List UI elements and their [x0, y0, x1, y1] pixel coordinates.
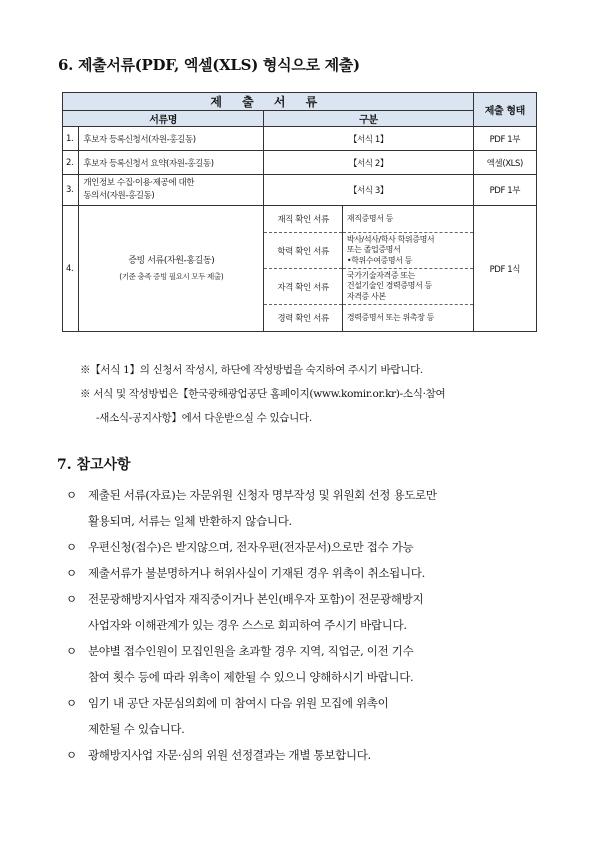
evidence-note: (기준 충족 증빙 필요시 모두 제출) [119, 271, 224, 281]
bullet-icon: ㅇ [66, 488, 77, 502]
evidence-document-name [79, 206, 264, 332]
evidence-description-line: 박사/석사/학사 학위증명서 [346, 234, 435, 244]
table-row [63, 175, 537, 206]
list-item [66, 638, 541, 690]
section-7-title: 7. 참고사항 [57, 457, 131, 473]
evidence-description-line: 자격증 사본 [346, 291, 386, 301]
form-download-note [80, 382, 540, 430]
evidence-description [342, 269, 473, 305]
form1-note: ※【서식 1】의 신청서 작성시, 하단에 작성방법을 숙지하여 주시기 바랍니다. [80, 364, 423, 376]
list-item-text: 제출된 서류(자료)는 자문위원 신청자 명부작성 및 위원회 선정 용도로만 [88, 488, 437, 502]
reference-list [66, 482, 541, 768]
evidence-description-line: 건설기술인 경력증명서 등 [346, 281, 432, 291]
evidence-description-line: •학위수여증명서 등 [346, 255, 412, 265]
list-item [66, 560, 541, 586]
list-item-text: 분야별 접수인원이 모집인원을 초과할 경우 지역, 직업군, 이전 기수 [88, 644, 414, 658]
table-header-form: 제출 형태 [473, 93, 536, 127]
list-item-text: 참여 횟수 등에 따라 위촉이 제한될 수 있으니 양해하시기 바랍니다. [88, 670, 414, 684]
table-row [63, 127, 537, 151]
document-name-line1: 개인정보 수집·이용·제공에 대한 [83, 178, 195, 188]
evidence-description-line: 재직증명서 등 [346, 213, 394, 223]
form-download-note-line2: -새소식-공지사항】에서 다운받으실 수 있습니다. [96, 412, 312, 424]
bullet-icon: ㅇ [66, 540, 77, 554]
form-download-note-line1: ※ 서식 및 작성방법은【한국광해광업공단 홈페이지(www.komir.or.kr)-소식·참여 [80, 388, 446, 400]
bullet-icon: ㅇ [66, 592, 77, 606]
list-item [66, 586, 541, 638]
document-name: 후보자 등록신청서(자원-홍길동) [79, 127, 264, 151]
list-item-text: 제출서류가 불분명하거나 허위사실이 기재된 경우 위촉이 취소됩니다. [88, 566, 425, 580]
submission-form: PDF 1부 [473, 127, 536, 151]
bullet-icon: ㅇ [66, 748, 77, 762]
submission-form: 엑셀(XLS) [473, 151, 536, 175]
list-item-text: 제한될 수 있습니다. [88, 722, 185, 736]
document-name [79, 175, 264, 206]
list-item-text: 활용되며, 서류는 일체 반환하지 않습니다. [88, 514, 292, 528]
row-number: 4. [63, 206, 79, 332]
table-header-name: 서류명 [63, 111, 264, 127]
evidence-subtype: 재직 확인 서류 [264, 206, 343, 233]
list-item [66, 742, 541, 768]
list-item-text: 우편신청(접수)은 받지않으며, 전자우편(전자문서)으로만 접수 가능 [88, 540, 414, 554]
evidence-name: 증빙 서류(자원-홍길동) [128, 255, 215, 266]
section-6-title: 6. 제출서류(PDF, 엑셀(XLS) 형식으로 제출) [58, 56, 360, 74]
evidence-description [342, 233, 473, 269]
bullet-icon: ㅇ [66, 696, 77, 710]
evidence-description-line: 경력증명서 또는 위촉장 등 [346, 312, 434, 322]
list-item-text: 임기 내 공단 자문심의회에 미 참여시 다음 위원 모집에 위촉이 [88, 696, 389, 710]
evidence-description [342, 305, 473, 332]
document-name: 후보자 등록신청서 요약(자원-홍길동) [79, 151, 264, 175]
submission-documents-table [62, 92, 537, 332]
document-type: 【서식 3】 [264, 175, 473, 206]
evidence-description-line: 또는 졸업증명서 [346, 245, 401, 255]
table-header-main: 제 출 서 류 [63, 93, 474, 111]
bullet-icon: ㅇ [66, 566, 77, 580]
evidence-subtype: 자격 확인 서류 [264, 269, 343, 305]
evidence-description [342, 206, 473, 233]
evidence-description-line: 국가기술자격증 또는 [346, 270, 415, 280]
list-item [66, 482, 541, 534]
bullet-icon: ㅇ [66, 644, 77, 658]
table-row [63, 151, 537, 175]
evidence-subtype: 학력 확인 서류 [264, 233, 343, 269]
document-type: 【서식 2】 [264, 151, 473, 175]
list-item-text: 전문광해방지사업자 재직중이거나 본인(배우자 포함)이 전문광해방지 [88, 592, 424, 606]
document-name-line2: 동의서(자원-홍길동) [83, 191, 155, 201]
submission-form: PDF 1식 [473, 206, 536, 332]
list-item-text: 사업자와 이해관계가 있는 경우 스스로 회피하여 주시기 바랍니다. [88, 618, 407, 632]
submission-form: PDF 1부 [473, 175, 536, 206]
list-item [66, 534, 541, 560]
document-type: 【서식 1】 [264, 127, 473, 151]
table-header-type: 구분 [264, 111, 473, 127]
list-item-text: 광해방지사업 자문·심의 위원 선정결과는 개별 통보합니다. [88, 748, 371, 762]
row-number: 2. [63, 151, 79, 175]
evidence-subtype: 경력 확인 서류 [264, 305, 343, 332]
list-item [66, 690, 541, 742]
row-number: 1. [63, 127, 79, 151]
table-row [63, 206, 537, 233]
row-number: 3. [63, 175, 79, 206]
